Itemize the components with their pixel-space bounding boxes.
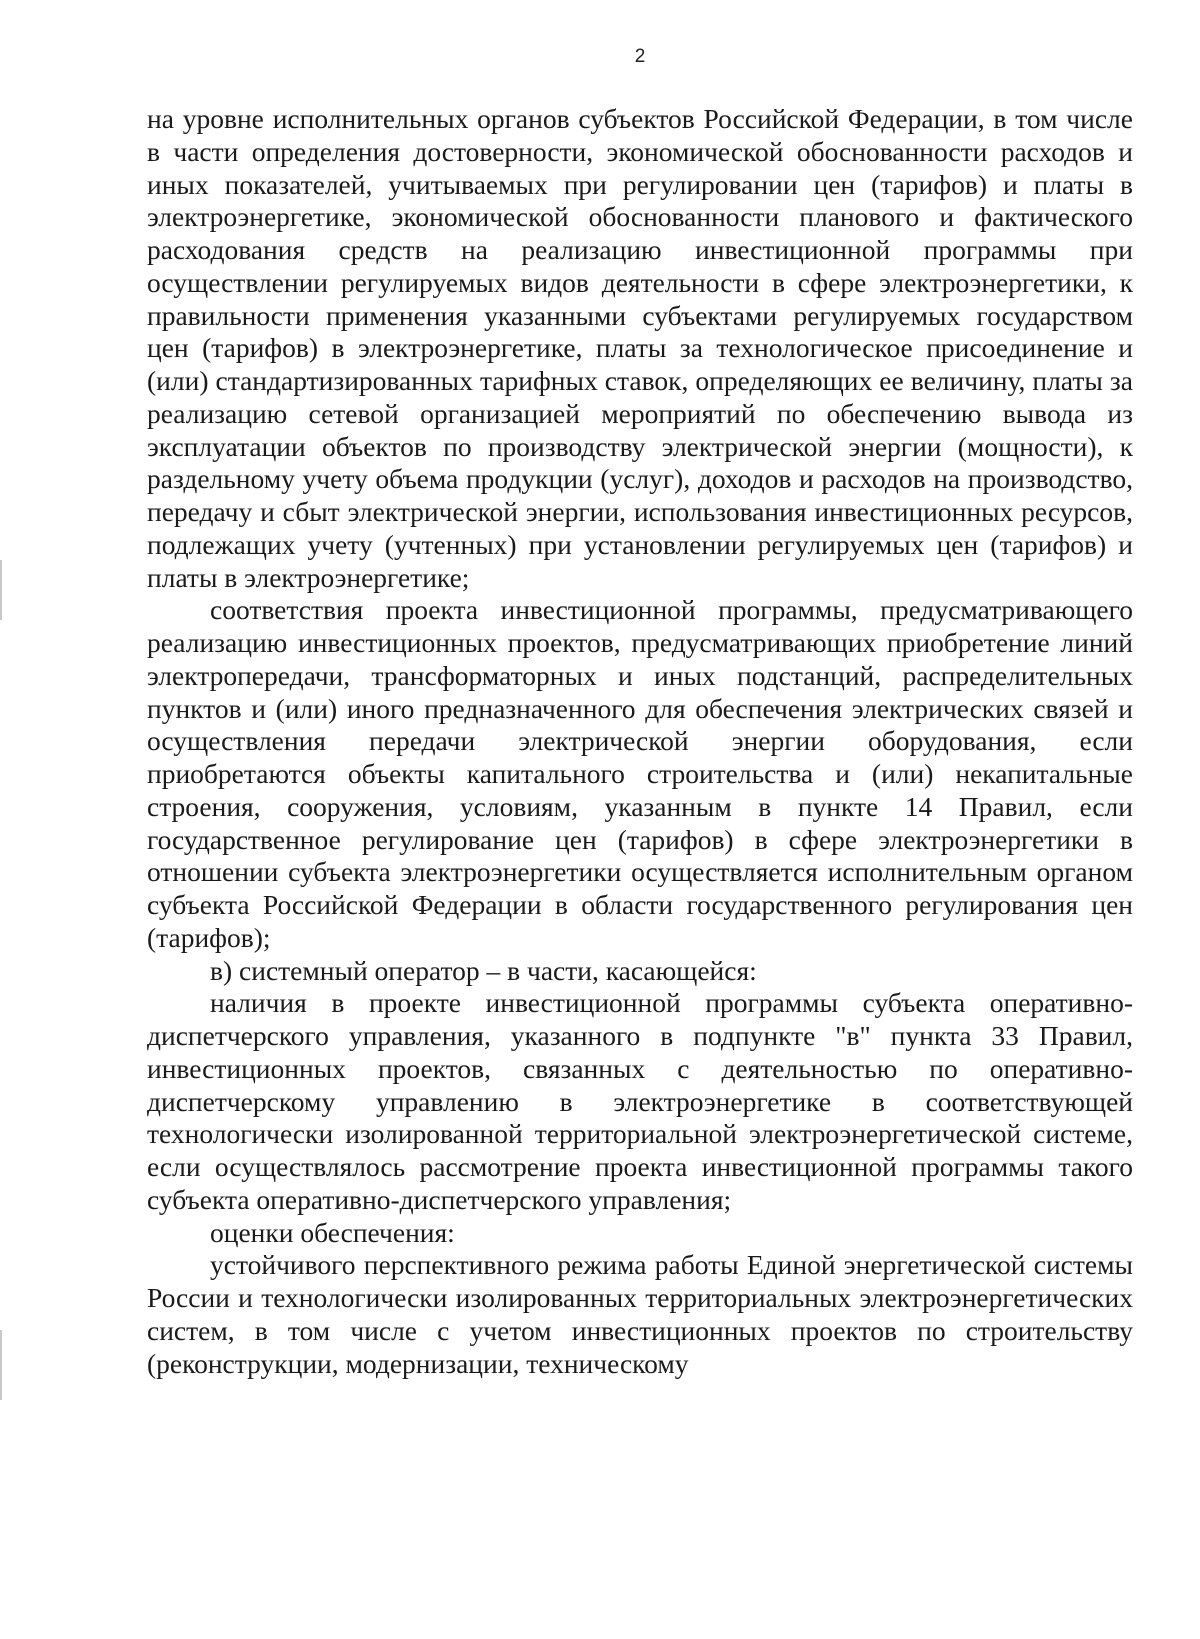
page-number: 2 bbox=[634, 46, 646, 67]
paragraph: устойчивого перспективного режима работы Единой энергетической системы России и технологически изолированных территориальных электроэнергетических систем, в том числе с учетом инвестиционных проектов по строительству (реконструкции, модернизации, техническому bbox=[147, 1249, 1133, 1379]
paragraph: оценки обеспечения: bbox=[210, 1216, 455, 1248]
paragraph: наличия в проекте инвестиционной программы субъекта оперативно-диспетчерского управления, указанного в подпункте "в" пункта 33 Правил, инвестиционных проектов, связанных с деятельностью по оперативно-диспетчерскому управлению в электроэнергетике в соответствующей технологически изолированной территориальной электроэнергетической системе, если осуществлялось рассмотрение проекта инвестиционной программы такого субъекта оперативно-диспетчерского управления; bbox=[147, 987, 1133, 1215]
paragraph: на уровне исполнительных органов субъектов Российской Федерации, в том числе в части определения достоверности, экономической обоснованности расходов и иных показателей, учитываемых при регулировании цен (тарифов) и платы в электроэнергетике, экономической обоснованности планового и фактического расходования средств на реализацию инвестиционной программы при осуществлении регулируемых видов деятельности в сфере электроэнергетики, к правильности применения указанными субъектами регулируемых государством цен (тарифов) в электроэнергетике, платы за технологическое присоединение и (или) стандартизированных тарифных ставок, определяющих ее величину, платы за реализацию сетевой организацией мероприятий по обеспечению вывода из эксплуатации объектов по производству электрической энергии (мощности), к раздельному учету объема продукции (услуг), доходов и расходов на производство, передачу и сбыт электрической энергии, использования инвестиционных ресурсов, подлежащих учету (учтенных) при установлении регулируемых цен (тарифов) и платы в электроэнергетике; bbox=[147, 103, 1133, 593]
scan-edge-mark bbox=[0, 560, 2, 620]
scan-edge-mark bbox=[0, 1330, 2, 1400]
paragraph: в) системный оператор – в части, касающейся: bbox=[210, 954, 757, 986]
body-text bbox=[147, 103, 1133, 1380]
paragraph: соответствия проекта инвестиционной программы, предусматривающего реализацию инвестиционных проектов, предусматривающих приобретение линий электропередачи, трансформаторных и иных подстанций, распределительных пунктов и (или) иного предназначенного для обеспечения электрических связей и осуществления передачи электрической энергии оборудования, если приобретаются объекты капитального строительства и (или) некапитальные строения, сооружения, условиям, указанным в пункте 14 Правил, если государственное регулирование цен (тарифов) в сфере электроэнергетики в отношении субъекта электроэнергетики осуществляется исполнительным органом субъекта Российской Федерации в области государственного регулирования цен (тарифов); bbox=[147, 594, 1133, 953]
